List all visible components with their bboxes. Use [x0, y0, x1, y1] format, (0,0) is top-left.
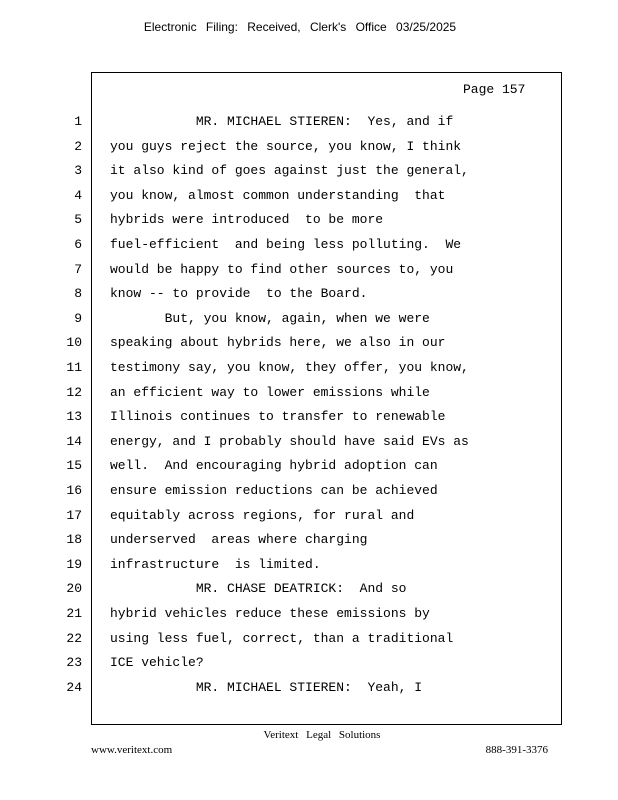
transcript-line: you know, almost common understanding that — [110, 187, 446, 203]
line-number: 21 — [66, 606, 82, 621]
footer-phone: 888-391-3376 — [485, 744, 548, 756]
transcript-line: underserved areas where charging — [110, 532, 368, 548]
line-number: 14 — [66, 433, 82, 449]
line-number: 19 — [66, 556, 82, 572]
transcript-line: But, you know, again, when we were — [110, 310, 430, 326]
line-number: 15 — [66, 458, 82, 474]
line-number: 22 — [66, 630, 82, 646]
line-number: 11 — [66, 360, 82, 375]
page-number: Page 157 — [463, 82, 526, 97]
line-number: 5 — [74, 212, 82, 228]
transcript-line: you guys reject the source, you know, I think — [110, 138, 462, 154]
line-number: 3 — [74, 163, 82, 179]
transcript-line: it also kind of goes against just the general, — [110, 163, 469, 179]
line-number: 10 — [66, 335, 82, 351]
transcript-line: using less fuel, correct, than a traditional — [110, 630, 454, 646]
transcript-line: hybrid vehicles reduce these emissions by — [110, 606, 430, 621]
transcript-line: Illinois continues to transfer to renewable — [110, 409, 446, 425]
line-number: 2 — [74, 138, 82, 154]
transcript-line: would be happy to find other sources to, you — [110, 261, 454, 277]
line-number: 24 — [66, 679, 82, 695]
footer-company: Veritext Legal Solutions — [263, 729, 381, 741]
line-number: 17 — [66, 507, 82, 523]
transcript-line: know -- to provide to the Board. — [110, 286, 368, 302]
line-number: 13 — [66, 409, 82, 425]
transcript-line: testimony say, you know, they offer, you know, — [110, 360, 469, 375]
line-number: 12 — [66, 384, 82, 400]
line-number: 7 — [74, 261, 82, 277]
transcript-line: ICE vehicle? — [110, 655, 204, 671]
footer-website: www.veritext.com — [91, 744, 173, 756]
line-number: 1 — [74, 114, 82, 129]
line-number: 9 — [74, 310, 82, 326]
transcript-line: MR. MICHAEL STIEREN: Yes, and if — [110, 114, 454, 129]
line-number: 23 — [66, 655, 82, 671]
line-number: 16 — [66, 483, 82, 498]
transcript-line: hybrids were introduced to be more — [110, 212, 384, 228]
line-number: 18 — [66, 532, 82, 548]
line-number: 6 — [74, 237, 82, 252]
transcript-line: equitably across regions, for rural and — [110, 507, 415, 523]
line-number: 20 — [66, 581, 82, 597]
filing-header: Electronic Filing: Received, Clerk's Office 03/25/2025 — [143, 20, 457, 34]
line-number: 4 — [74, 187, 82, 203]
line-number: 8 — [74, 286, 82, 302]
transcript-line: infrastructure is limited. — [110, 556, 321, 572]
transcript-line: MR. MICHAEL STIEREN: Yeah, I — [110, 679, 423, 695]
transcript-line: speaking about hybrids here, we also in our — [110, 335, 446, 351]
transcript-line: an efficient way to lower emissions while — [110, 384, 430, 400]
transcript-line: MR. CHASE DEATRICK: And so — [110, 581, 407, 597]
transcript-line: energy, and I probably should have said EVs as — [110, 433, 469, 449]
transcript-line: ensure emission reductions can be achieved — [110, 483, 438, 498]
transcript-line: well. And encouraging hybrid adoption can — [110, 458, 438, 474]
transcript-line: fuel-efficient and being less polluting. We — [110, 237, 462, 252]
